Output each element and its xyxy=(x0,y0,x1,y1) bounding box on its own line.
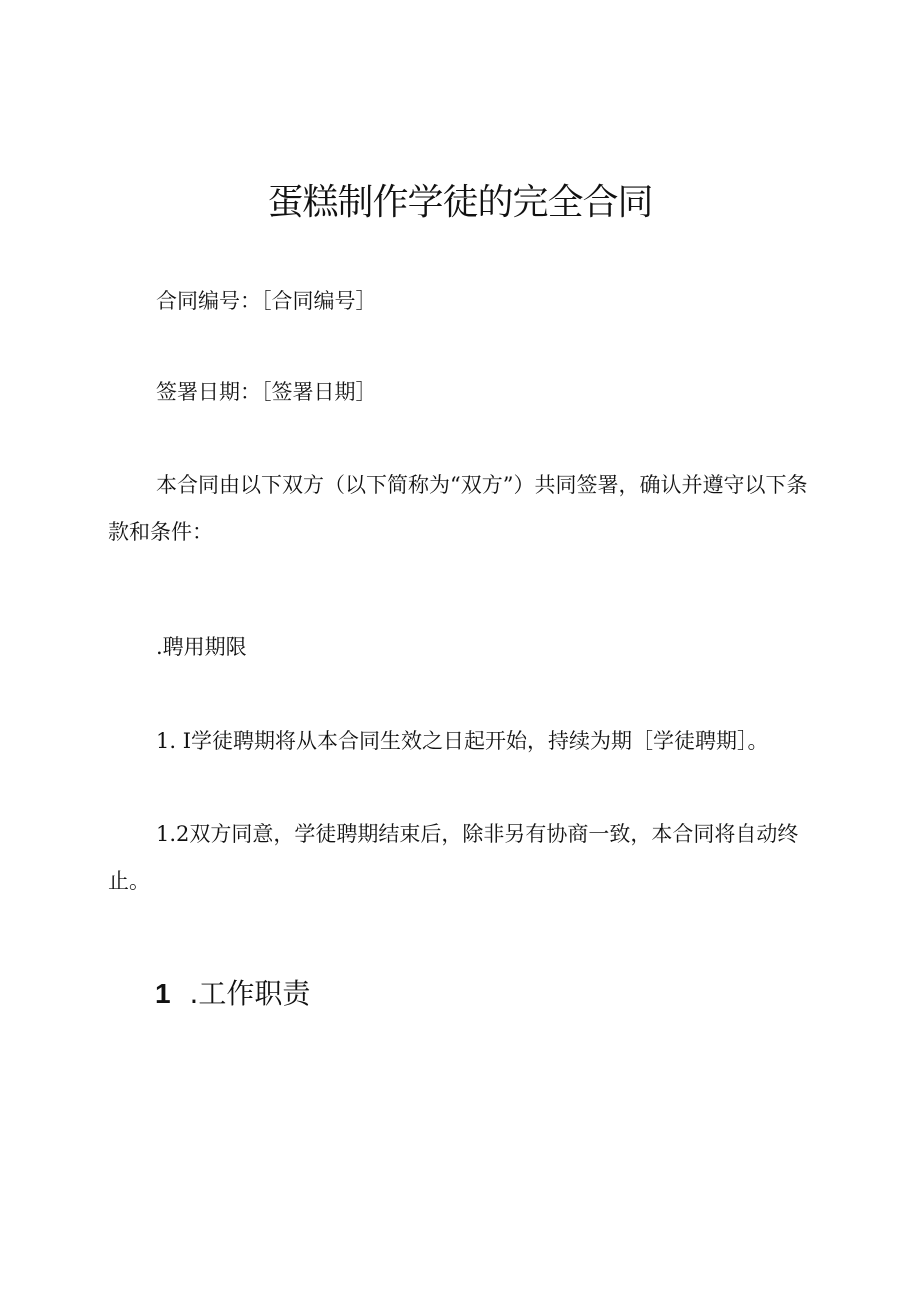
clause-1-2: 1.2双方同意，学徒聘期结束后，除非另有协商一致，本合同将自动终止。 xyxy=(108,822,799,893)
contract-number-line: 合同编号：［合同编号］ xyxy=(156,289,377,313)
document-title: 蛋糕制作学徒的完全合同 xyxy=(267,182,653,223)
sign-date-line: 签署日期：［签署日期］ xyxy=(156,380,377,404)
section-heading-employment-term: .聘用期限 xyxy=(156,635,247,659)
clause-1-1: 1. I学徒聘期将从本合同生效之日起开始，持续为期［学徒聘期］。 xyxy=(156,729,769,753)
section-number: 1 xyxy=(155,978,171,1009)
intro-paragraph: 本合同由以下双方（以下简称为“双方”）共同签署，确认并遵守以下条款和条件： xyxy=(108,473,808,544)
section-title: .工作职责 xyxy=(189,977,311,1010)
section-heading-job-duties xyxy=(155,970,310,1018)
